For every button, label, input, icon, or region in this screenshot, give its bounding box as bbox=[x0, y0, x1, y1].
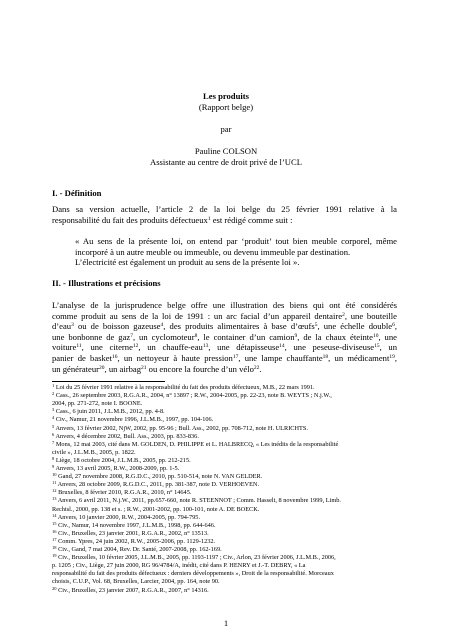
text-run: , un nettoyeur à haute pression bbox=[117, 353, 233, 363]
footnote-ref: 9 bbox=[52, 465, 55, 469]
quote-line: L’électricité est également un produit au sens de la présente loi ». bbox=[75, 257, 300, 267]
footnote-line bbox=[52, 433, 397, 440]
text-run: Loi du 25 février 1991 relative à la responsabilité du fait des produits défectueux, M.B., 22 mars 1991. bbox=[54, 384, 315, 391]
footnote-ref: 2 bbox=[52, 392, 55, 397]
paragraph-line bbox=[52, 342, 397, 353]
footnote-separator bbox=[52, 381, 165, 382]
footnote-ref: 4 bbox=[52, 416, 55, 421]
quote-line: « Au sens de la présente loi, on entend par ‘produit’ tout bien meuble corporel, même bbox=[75, 236, 397, 246]
footnote-ref: 5 bbox=[52, 424, 55, 429]
footnote-ref: 18 bbox=[52, 546, 57, 550]
footnote-line bbox=[52, 473, 397, 480]
footnote-ref: 17 bbox=[232, 354, 239, 360]
footnote-line bbox=[52, 408, 397, 415]
text-run: Anvers, 13 avril 2005, R.W., 2008-2009, pp. 1-5. bbox=[54, 465, 180, 472]
footnote-ref: 14 bbox=[52, 513, 57, 518]
footnote-ref: 18 bbox=[322, 354, 329, 360]
footnote-line bbox=[52, 449, 397, 456]
footnote-ref: 13 bbox=[52, 497, 57, 502]
text-run: , une échelle double bbox=[317, 321, 393, 332]
text-run: Civ., Namur, 14 novembre 1997, J.L.M.B., 1998, pp. 644-646. bbox=[56, 521, 216, 529]
paragraph-line bbox=[52, 321, 397, 332]
text-run: Civ., Namur, 21 novembre 1996, J.L.M.B., 1997, pp. 104-106. bbox=[54, 416, 214, 424]
footnote-line bbox=[52, 570, 397, 577]
footnote-line bbox=[52, 481, 397, 488]
text-run: Cass., 26 septembre 2003, R.G.A.R., 2004, n° 13897 ; R.W., 2004-2005, pp. 22-23, note B. WEYTS ; N.j.W., bbox=[54, 392, 332, 400]
footnote-ref: 1 bbox=[52, 384, 55, 388]
footnote-ref: 10 bbox=[52, 473, 57, 478]
footnote-line bbox=[52, 384, 397, 391]
text-run: Civ., Bruxelles, 23 janvier 2007, R.G.A.R., 2007, n° 14316. bbox=[56, 586, 209, 594]
text-run: Anvers, 6 avril 2011, N.j.W., 2011, pp.657-660, note R. STEENNOT ; Comm. Hasselt, 8 novembre 1999, Limb. bbox=[56, 497, 341, 505]
text-run: , une citerne bbox=[81, 342, 133, 353]
footnote-ref: 16 bbox=[52, 529, 57, 534]
footnote-line bbox=[52, 489, 397, 496]
text-run: ou encore la fourche d’un vélo bbox=[146, 363, 254, 374]
text-run: choisis, C.U.P., Vol. 68, Bruxelles, Larcier, 2004, pp. 164, note 90. bbox=[52, 578, 220, 586]
footnote-ref: 7 bbox=[130, 332, 133, 339]
text-run: Anvers, 13 février 2002, NjW, 2002, pp. 95-96 ; Bull. Ass., 2002, pp. 708-712, note H. ULRICHTS. bbox=[54, 424, 308, 432]
footnote-line bbox=[52, 457, 397, 464]
text-run: Rechtsl., 2000, pp. 138 et s. ; R.W., 2001-2002, pp. 100-101, note A. DE BOECK. bbox=[52, 505, 260, 513]
paragraph-line bbox=[52, 215, 292, 225]
paragraph-line bbox=[52, 332, 397, 343]
text-run: , une peseuse-diviseuse bbox=[284, 342, 375, 353]
text-run: Liège, 18 octobre 2004, J.L.M.B., 2005, pp. 212-215. bbox=[54, 456, 191, 464]
text-run: , un médicament bbox=[328, 353, 390, 363]
document-subtitle: (Rapport belge) bbox=[198, 102, 254, 112]
footnote-line bbox=[52, 554, 397, 561]
text-run: Anvers, 28 octobre 2009, R.G.D.C., 2011, pp. 381-387, note D. VERHOEVEN. bbox=[56, 481, 260, 489]
footnote-ref: 9 bbox=[294, 332, 298, 339]
footnote-ref: 6 bbox=[392, 322, 395, 329]
text-run: responsabilité du fait des produits défectueux bbox=[52, 214, 208, 225]
text-run: d’eau bbox=[52, 321, 72, 332]
footnote-line bbox=[52, 562, 397, 569]
footnote-line bbox=[52, 441, 397, 448]
section-heading-definition: I. - Définition bbox=[52, 188, 102, 198]
paragraph-line bbox=[52, 311, 397, 322]
paragraph-line bbox=[52, 300, 397, 311]
footnote-ref: 13 bbox=[202, 343, 209, 350]
text-run: , bbox=[394, 353, 397, 363]
footnote-line bbox=[52, 538, 397, 545]
footnote-line bbox=[52, 400, 397, 407]
footnote-ref: 10 bbox=[372, 332, 379, 339]
text-run: , des produits alimentaires à base d’œufs bbox=[163, 321, 315, 332]
footnote-line bbox=[52, 416, 397, 423]
text-run: ou de boisson gazeuse bbox=[73, 321, 161, 332]
footnote-line bbox=[52, 546, 397, 553]
text-run: , de la chaux éteinte bbox=[297, 331, 373, 342]
footnote-ref: 6 bbox=[52, 432, 55, 437]
paragraph-line: Dans sa version actuelle, l’article 2 de la loi belge du 25 février 1991 relative à la bbox=[52, 204, 397, 214]
text-run: est rédigé comme suit : bbox=[210, 214, 293, 225]
footnote-line bbox=[52, 578, 397, 585]
footnote-ref: 17 bbox=[52, 537, 57, 542]
by-line: par bbox=[220, 124, 232, 134]
page-number: 1 bbox=[223, 618, 229, 628]
footnote-ref: 4 bbox=[160, 322, 164, 329]
text-run: Bruxelles, 8 février 2010, R.G.A.R., 2010, n° 14645. bbox=[56, 489, 192, 497]
text-run: L’analyse de la jurisprudence belge offre une illustration des biens qui ont été considérés bbox=[52, 300, 397, 310]
footnote-ref: 22 bbox=[253, 364, 260, 371]
footnote-ref: 21 bbox=[141, 364, 147, 371]
paragraph-line bbox=[52, 353, 397, 364]
text-run: panier de basket bbox=[52, 353, 112, 363]
author-name: Pauline COLSON bbox=[194, 146, 258, 156]
footnote-ref: 2 bbox=[342, 311, 345, 318]
footnote-ref: 19 bbox=[52, 554, 57, 559]
footnote-line bbox=[52, 506, 397, 513]
section-heading-illustrations: II. - Illustrations et précisions bbox=[52, 278, 161, 288]
text-run: , une bouteille bbox=[344, 310, 397, 321]
text-run: , un cyclomoteur bbox=[132, 331, 195, 342]
text-run: . bbox=[259, 363, 262, 374]
footnote-line bbox=[52, 425, 397, 432]
text-run: , une détapisseuse bbox=[208, 342, 280, 353]
text-run: p. 1205 ; Civ., Liège, 27 juin 2000, RG 96/4784/A, inédit, cité dans P. HENRY et J.-T. DEBRY, « La bbox=[52, 562, 306, 570]
footnote-ref: 8 bbox=[52, 456, 55, 461]
text-run: responsabilité du fait des produits défectueux : derniers développements », Droit de la responsabilité. Morceaux bbox=[52, 570, 334, 578]
text-run: , un bbox=[379, 342, 398, 353]
footnote-ref: 16 bbox=[111, 354, 118, 360]
footnote-ref: 7 bbox=[52, 440, 55, 445]
text-run: , un airbag bbox=[104, 363, 142, 374]
footnote-ref: 5 bbox=[314, 322, 318, 329]
footnote-ref: 12 bbox=[52, 489, 57, 494]
document-title: Les produits bbox=[203, 91, 249, 101]
text-run: Comm. Ypres, 24 juin 2002, R.W., 2005-2006, pp. 1129-1232. bbox=[56, 537, 216, 545]
footnote-line bbox=[52, 587, 397, 594]
text-run: un générateur bbox=[52, 363, 100, 374]
text-run: Anvers, 10 janvier 2000, R.W., 2004-2005, pp. 794-795. bbox=[56, 513, 201, 521]
footnote-ref: 20 bbox=[99, 364, 105, 371]
text-run: , une bbox=[378, 331, 397, 342]
footnote-line bbox=[52, 497, 397, 504]
text-run: Civ., Bruxelles, 10 février 2005, J.L.M.B., 2005, pp. 1193-1197 ; Civ., Arlon, 23 février 2006, J.L.M.B., 2006, bbox=[56, 554, 336, 562]
text-run: comme produit au sens de la loi de 1991 : un arc facial d’un appareil dentaire bbox=[52, 310, 343, 321]
footnote-ref: 8 bbox=[194, 332, 198, 339]
footnote-ref: 14 bbox=[279, 343, 285, 350]
footnote-ref: 3 bbox=[71, 322, 74, 329]
author-affiliation: Assistante au centre de droit privé de l’UCL bbox=[149, 157, 302, 167]
footnote-line bbox=[52, 530, 397, 537]
footnote-ref: 12 bbox=[132, 343, 139, 350]
footnote-line bbox=[52, 465, 397, 472]
text-run: Gand, 27 novembre 2008, R.G.D.C., 2010, pp. 510-514, note N. VAN GELDER. bbox=[56, 473, 263, 481]
text-run: une bonbonne de gaz bbox=[52, 331, 131, 342]
footnote-line bbox=[52, 514, 397, 521]
footnote-ref: 19 bbox=[389, 354, 395, 360]
text-run: , un chauffe-eau bbox=[138, 342, 203, 353]
text-run: , bbox=[394, 321, 397, 332]
text-run: Mons, 12 mai 2003, cité dans M. GOLDEN, D. PHILIPPE et L. HALBRECQ, « Les inédits de la responsabilité bbox=[54, 440, 339, 448]
text-run: Civ., Bruxelles, 23 janvier 2001, R.G.A.R., 2002, n° 13513. bbox=[56, 529, 209, 537]
footnote-ref: 3 bbox=[52, 408, 55, 413]
text-run: 2004, pp. 271-272, note I. BOONE. bbox=[52, 400, 143, 408]
text-run: Cass., 6 juin 2011, J.L.M.B., 2012, pp. 4-8. bbox=[54, 408, 165, 416]
text-run: , une lampe chauffante bbox=[238, 353, 323, 363]
footnote-ref: 11 bbox=[52, 481, 57, 486]
text-run: civile », J.L.M.B., 2005, p. 1822. bbox=[52, 448, 136, 456]
text-run: Anvers, 4 décembre 2002, Bull. Ass., 2003, pp. 833-836. bbox=[54, 432, 199, 440]
paragraph-line bbox=[52, 364, 397, 375]
footnote-ref: 1 bbox=[207, 215, 211, 222]
text-run: , le container d’un camion bbox=[197, 331, 295, 342]
text-run: voiture bbox=[52, 342, 77, 353]
footnote-line bbox=[52, 522, 397, 529]
footnote-line bbox=[52, 392, 397, 399]
footnote-ref: 15 bbox=[374, 343, 380, 350]
quote-line: incorporé à un autre meuble ou immeuble, ou devenu immeuble par destination. bbox=[75, 246, 351, 257]
text-run: Civ., Gand, 7 mai 2004, Rev. Dr. Santé, 2007-2008, pp. 162-169. bbox=[56, 546, 222, 553]
footnote-ref: 20 bbox=[52, 586, 57, 591]
footnote-ref: 11 bbox=[76, 343, 82, 350]
footnote-ref: 15 bbox=[52, 521, 57, 526]
